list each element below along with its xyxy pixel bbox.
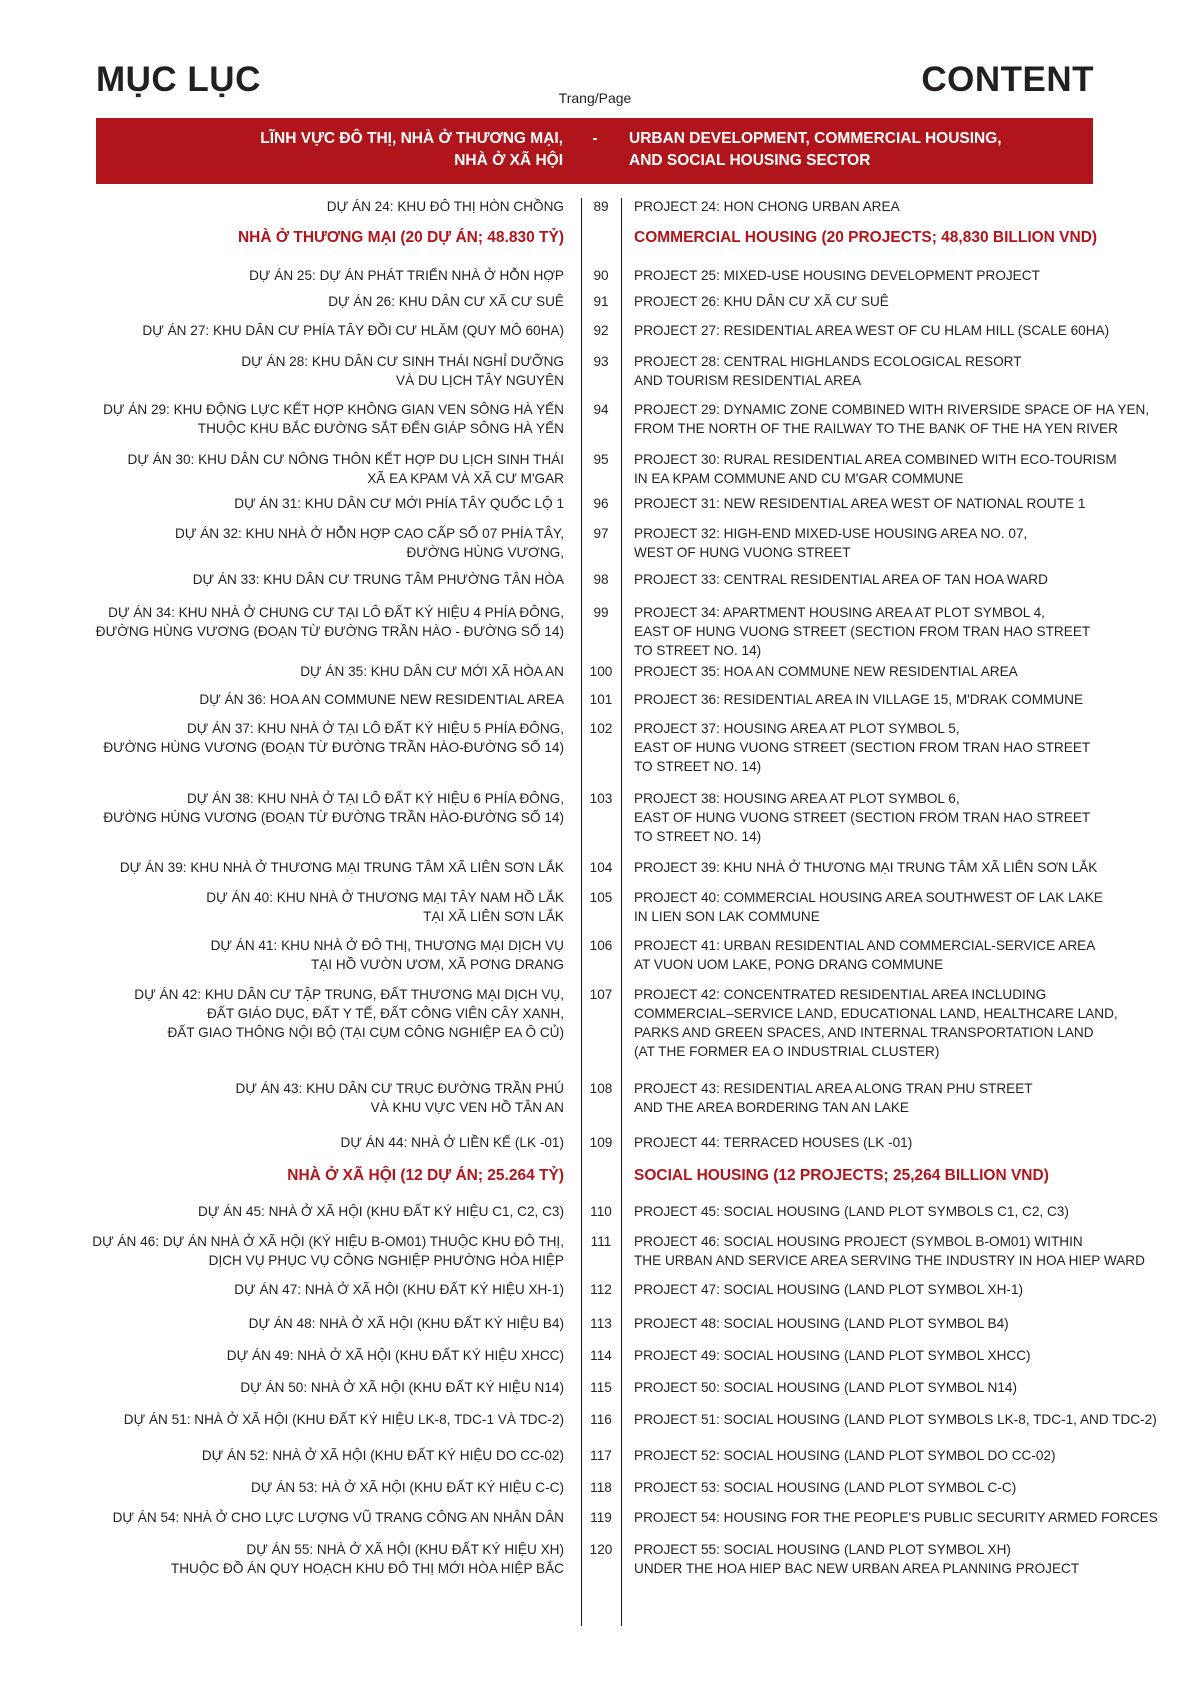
entry-page-number: 98 xyxy=(593,572,609,587)
entry-title-en xyxy=(634,1446,1174,1465)
entry-title-en-line: EAST OF HUNG VUONG STREET (SECTION FROM TRAN HAO STREET xyxy=(634,624,1091,639)
entry-title-en xyxy=(634,1346,1174,1365)
entry-title-vi xyxy=(60,1346,564,1365)
title-en: CONTENT xyxy=(921,60,1094,99)
column-divider-right xyxy=(621,198,622,1626)
entry-page-number: 91 xyxy=(593,294,609,309)
entry-title-en xyxy=(634,321,1174,340)
entry-page-number: 89 xyxy=(593,199,609,214)
entry-title-vi-line: DỰ ÁN 41: KHU NHÀ Ở ĐÔ THỊ, THƯƠNG MẠI DỊCH VỤ xyxy=(210,938,564,953)
entry-page-number: 110 xyxy=(590,1204,612,1219)
entry-title-vi-line: ĐƯỜNG HÙNG VƯƠNG (ĐOẠN TỪ ĐƯỜNG TRẦN HÀO-ĐƯỜNG SỐ 14) xyxy=(103,740,564,755)
entry-title-en-line: PROJECT 27: RESIDENTIAL AREA WEST OF CU HLAM HILL (SCALE 60HA) xyxy=(634,323,1110,338)
entry-title-vi-line: DỰ ÁN 33: KHU DÂN CƯ TRUNG TÂM PHƯỜNG TÂN HÒA xyxy=(192,572,564,587)
entry-title-en xyxy=(634,1202,1174,1221)
entry-title-en-line: PROJECT 35: HOA AN COMMUNE NEW RESIDENTIAL AREA xyxy=(634,664,1018,679)
entry-title-en xyxy=(634,662,1174,681)
entry-title-vi-line: DỰ ÁN 48: NHÀ Ở XÃ HỘI (KHU ĐẤT KÝ HIỆU B4) xyxy=(248,1316,564,1331)
entry-title-vi-line: DỰ ÁN 39: KHU NHÀ Ở THƯƠNG MẠI TRUNG TÂM XÃ LIÊN SƠN LẮK xyxy=(119,860,564,875)
entry-title-en-line: EAST OF HUNG VUONG STREET (SECTION FROM TRAN HAO STREET xyxy=(634,810,1091,825)
entry-title-en-line: TO STREET NO. 14) xyxy=(634,829,762,844)
entry-title-vi-line: DỰ ÁN 52: NHÀ Ở XÃ HỘI (KHU ĐẤT KÝ HIỆU DO CC-02) xyxy=(201,1448,564,1463)
entry-title-vi-line: DỰ ÁN 47: NHÀ Ở XÃ HỘI (KHU ĐẤT KÝ HIỆU XH-1) xyxy=(234,1282,564,1297)
entry-title-en xyxy=(634,1508,1174,1527)
entry-title-vi xyxy=(60,789,564,827)
entry-title-vi-line: DỰ ÁN 50: NHÀ Ở XÃ HỘI (KHU ĐẤT KÝ HIỆU N14) xyxy=(240,1380,564,1395)
entry-title-vi xyxy=(60,1166,564,1185)
entry-title-en-line: PROJECT 47: SOCIAL HOUSING (LAND PLOT SYMBOL XH-1) xyxy=(634,1282,1024,1297)
entry-title-vi xyxy=(60,858,564,877)
entry-title-vi xyxy=(60,1446,564,1465)
entry-title-vi xyxy=(60,197,564,216)
title-vi: MỤC LỤC xyxy=(96,60,261,99)
entry-page-number: 104 xyxy=(589,860,613,875)
banner-en xyxy=(629,128,1002,172)
entry-title-vi-line: ĐẤT GIAO THÔNG NỘI BỘ (TẠI CỤM CÔNG NGHIỆP EA Ô CỦ) xyxy=(167,1025,564,1040)
entry-title-en-line: UNDER THE HOA HIEP BAC NEW URBAN AREA PLANNING PROJECT xyxy=(634,1561,1080,1576)
entry-page-number: 119 xyxy=(590,1510,612,1525)
entry-title-en xyxy=(634,858,1174,877)
entry-page-number: 118 xyxy=(590,1480,612,1495)
entry-page-number: 93 xyxy=(593,354,609,369)
entry-title-en-line: PROJECT 30: RURAL RESIDENTIAL AREA COMBINED WITH ECO-TOURISM xyxy=(634,452,1117,467)
entry-title-vi xyxy=(60,1314,564,1333)
banner-en-line2: AND SOCIAL HOUSING SECTOR xyxy=(629,152,871,169)
entry-title-en-line: EAST OF HUNG VUONG STREET (SECTION FROM TRAN HAO STREET xyxy=(634,740,1091,755)
entry-title-vi-line: XÃ EA KPAM VÀ XÃ CƯ M'GAR xyxy=(367,471,564,486)
entry-title-vi-line: VÀ KHU VỰC VEN HỒ TÂN AN xyxy=(370,1100,564,1115)
entry-title-en-line: PROJECT 55: SOCIAL HOUSING (LAND PLOT SYMBOL XH) xyxy=(634,1542,1011,1557)
entry-title-vi xyxy=(60,690,564,709)
entry-page-number: 106 xyxy=(589,938,613,953)
entry-title-vi-line: ĐƯỜNG HÙNG VƯƠNG, xyxy=(406,545,564,560)
entry-title-en xyxy=(634,292,1174,311)
entry-page-number: 109 xyxy=(589,1135,613,1150)
entry-title-en-line: (AT THE FORMER EA O INDUSTRIAL CLUSTER) xyxy=(634,1044,940,1059)
entry-title-vi-line: VÀ DU LỊCH TÂY NGUYÊN xyxy=(396,373,564,388)
entry-title-vi xyxy=(60,524,564,562)
entry-title-vi-line: DỰ ÁN 31: KHU DÂN CƯ MỚI PHÍA TÂY QUỐC LỘ 1 xyxy=(234,496,564,511)
entry-title-vi xyxy=(60,1280,564,1299)
banner-dash: - xyxy=(592,130,598,147)
entry-title-en-line: SOCIAL HOUSING (12 PROJECTS; 25,264 BILLION VND) xyxy=(634,1167,1049,1184)
entry-title-en xyxy=(634,450,1174,488)
entry-page-number: 114 xyxy=(590,1348,612,1363)
banner-vi xyxy=(96,128,563,172)
entry-page-number: 95 xyxy=(593,452,609,467)
entry-title-en xyxy=(634,1410,1174,1429)
entry-title-vi-line: DỰ ÁN 24: KHU ĐÔ THỊ HÒN CHỒNG xyxy=(326,199,564,214)
entry-title-en-line: TO STREET NO. 14) xyxy=(634,759,762,774)
entry-title-vi-line: DỰ ÁN 38: KHU NHÀ Ở TẠI LÔ ĐẤT KÝ HIỆU 6 PHÍA ĐÔNG, xyxy=(186,791,564,806)
entry-page-number: 113 xyxy=(590,1316,612,1331)
entry-title-vi-line: DỰ ÁN 43: KHU DÂN CƯ TRỤC ĐƯỜNG TRẦN PHÚ xyxy=(235,1081,564,1096)
entry-title-en xyxy=(634,1280,1174,1299)
entry-title-vi-line: DỰ ÁN 30: KHU DÂN CƯ NÔNG THÔN KẾT HỢP DU LỊCH SINH THÁI xyxy=(127,452,564,467)
entry-title-vi xyxy=(60,1540,564,1578)
entry-title-vi xyxy=(60,662,564,681)
entry-title-en xyxy=(634,936,1174,974)
entry-title-en xyxy=(634,1540,1174,1578)
entry-title-vi xyxy=(60,400,564,438)
entry-title-vi-line: ĐƯỜNG HÙNG VƯƠNG (ĐOẠN TỪ ĐƯỜNG TRẦN HÀO - ĐƯỜNG SỐ 14) xyxy=(95,624,564,639)
entry-title-en-line: IN LIEN SON LAK COMMUNE xyxy=(634,909,820,924)
entry-title-vi-line: ĐƯỜNG HÙNG VƯƠNG (ĐOẠN TỪ ĐƯỜNG TRẦN HÀO-ĐƯỜNG SỐ 14) xyxy=(103,810,564,825)
entry-title-vi-line: DỰ ÁN 37: KHU NHÀ Ở TẠI LÔ ĐẤT KÝ HIỆU 5 PHÍA ĐÔNG, xyxy=(186,721,564,736)
entry-title-vi-line: THUỘC KHU BẮC ĐƯỜNG SẮT ĐẾN GIÁP SÔNG HÀ YẾN xyxy=(197,421,564,436)
entry-title-vi-line: DỰ ÁN 42: KHU DÂN CƯ TẬP TRUNG, ĐẤT THƯƠNG MẠI DỊCH VỤ, xyxy=(134,987,564,1002)
entry-title-en xyxy=(634,570,1174,589)
sector-banner xyxy=(96,118,1093,184)
entry-title-vi xyxy=(60,494,564,513)
entry-title-vi xyxy=(60,1133,564,1152)
entry-title-vi-line: DỰ ÁN 29: KHU ĐỘNG LỰC KẾT HỢP KHÔNG GIAN VEN SÔNG HÀ YẾN xyxy=(103,402,564,417)
entry-page-number: 105 xyxy=(589,890,613,905)
entry-title-en xyxy=(634,1478,1174,1497)
entry-title-en xyxy=(634,400,1174,438)
entry-title-vi xyxy=(60,888,564,926)
entry-title-vi-line: DỰ ÁN 44: NHÀ Ở LIỀN KẾ (LK -01) xyxy=(340,1135,564,1150)
entry-title-vi-line: DỰ ÁN 28: KHU DÂN CƯ SINH THÁI NGHỈ DƯỠNG xyxy=(241,354,564,369)
entry-title-vi xyxy=(60,1508,564,1527)
entry-page-number: 97 xyxy=(593,526,609,541)
entry-title-en xyxy=(634,1133,1174,1152)
entry-title-en-line: PROJECT 43: RESIDENTIAL AREA ALONG TRAN PHU STREET xyxy=(634,1081,1033,1096)
entry-title-vi-line: ĐẤT GIÁO DỤC, ĐẤT Y TẾ, ĐẤT CÔNG VIÊN CÂY XANH, xyxy=(206,1006,564,1021)
entry-title-vi xyxy=(60,1079,564,1117)
entry-title-en-line: PROJECT 34: APARTMENT HOUSING AREA AT PLOT SYMBOL 4, xyxy=(634,605,1045,620)
entry-title-en-line: PROJECT 40: COMMERCIAL HOUSING AREA SOUTHWEST OF LAK LAKE xyxy=(634,890,1103,905)
entry-title-en xyxy=(634,228,1174,247)
entry-title-vi xyxy=(60,719,564,757)
entry-title-vi-line: DỰ ÁN 35: KHU DÂN CƯ MỚI XÃ HÒA AN xyxy=(300,664,564,679)
entry-title-en xyxy=(634,352,1174,390)
entry-title-vi xyxy=(60,1202,564,1221)
entry-title-en-line: PROJECT 37: HOUSING AREA AT PLOT SYMBOL 5, xyxy=(634,721,960,736)
entry-title-en-line: PROJECT 48: SOCIAL HOUSING (LAND PLOT SYMBOL B4) xyxy=(634,1316,1009,1331)
entry-title-vi xyxy=(60,570,564,589)
entry-title-vi xyxy=(60,1378,564,1397)
entry-title-en-line: THE URBAN AND SERVICE AREA SERVING THE INDUSTRY IN HOA HIEP WARD xyxy=(634,1253,1145,1268)
entry-page-number: 108 xyxy=(589,1081,613,1096)
entry-title-en-line: PROJECT 36: RESIDENTIAL AREA IN VILLAGE 15, M'DRAK COMMUNE xyxy=(634,692,1084,707)
entry-page-number: 94 xyxy=(593,402,609,417)
entry-title-vi-line: DỰ ÁN 51: NHÀ Ở XÃ HỘI (KHU ĐẤT KÝ HIỆU LK-8, TDC-1 VÀ TDC-2) xyxy=(123,1412,564,1427)
entry-title-en xyxy=(634,603,1174,660)
page-column-label: Trang/Page xyxy=(558,90,632,106)
entry-title-en-line: TO STREET NO. 14) xyxy=(634,643,762,658)
entry-title-vi-line: DỰ ÁN 46: DỰ ÁN NHÀ Ở XÃ HỘI (KÝ HIỆU B-OM01) THUỘC KHU ĐÔ THỊ, xyxy=(92,1234,564,1249)
entry-page-number: 103 xyxy=(589,791,613,806)
entry-title-vi xyxy=(60,1410,564,1429)
entry-page-number: 90 xyxy=(593,268,609,283)
entry-title-vi-line: DỰ ÁN 55: NHÀ Ở XÃ HỘI (KHU ĐẤT KÝ HIỆU XH) xyxy=(246,1542,564,1557)
entry-title-vi-line: DỰ ÁN 32: KHU NHÀ Ở HỖN HỢP CAO CẤP SỐ 07 PHÍA TÂY, xyxy=(175,526,564,541)
entry-title-en-line: WEST OF HUNG VUONG STREET xyxy=(634,545,851,560)
entry-title-vi xyxy=(60,352,564,390)
entry-page-number: 111 xyxy=(590,1234,612,1249)
entry-title-en-line: COMMERCIAL–SERVICE LAND, EDUCATIONAL LAND, HEALTHCARE LAND, xyxy=(634,1006,1118,1021)
entry-title-en-line: PROJECT 45: SOCIAL HOUSING (LAND PLOT SYMBOLS C1, C2, C3) xyxy=(634,1204,1069,1219)
entry-title-vi-line: DỰ ÁN 27: KHU DÂN CƯ PHÍA TÂY ĐỒI CƯ HLĂM (QUY MÔ 60HA) xyxy=(142,323,564,338)
banner-vi-line1: LĨNH VỰC ĐÔ THỊ, NHÀ Ở THƯƠNG MẠI, xyxy=(260,130,563,147)
entry-title-en-line: PROJECT 52: SOCIAL HOUSING (LAND PLOT SYMBOL DO CC-02) xyxy=(634,1448,1056,1463)
entry-page-number: 100 xyxy=(589,664,613,679)
entry-page-number: 101 xyxy=(589,692,613,707)
entry-title-en-line: PROJECT 38: HOUSING AREA AT PLOT SYMBOL 6, xyxy=(634,791,960,806)
entry-title-en xyxy=(634,1378,1174,1397)
entry-title-vi-line: DỰ ÁN 36: HOA AN COMMUNE NEW RESIDENTIAL AREA xyxy=(199,692,564,707)
entry-title-en xyxy=(634,1079,1174,1117)
banner-en-line1: URBAN DEVELOPMENT, COMMERCIAL HOUSING, xyxy=(629,130,1002,147)
entry-title-en-line: PROJECT 26: KHU DÂN CƯ XÃ CƯ SUÊ xyxy=(634,294,889,309)
entry-title-en xyxy=(634,789,1174,846)
entry-title-vi xyxy=(60,985,564,1042)
entry-title-en xyxy=(634,1232,1174,1270)
entry-title-vi xyxy=(60,936,564,974)
entry-title-vi-line: DỰ ÁN 34: KHU NHÀ Ở CHUNG CƯ TẠI LÔ ĐẤT KÝ HIỆU 4 PHÍA ĐÔNG, xyxy=(108,605,564,620)
entry-title-vi-line: DỊCH VỤ PHỤC VỤ CÔNG NGHIỆP PHƯỜNG HÒA HIỆP xyxy=(208,1253,564,1268)
entry-title-en-line: FROM THE NORTH OF THE RAILWAY TO THE BANK OF THE HA YEN RIVER xyxy=(634,421,1118,436)
entry-page-number: 92 xyxy=(593,323,609,338)
entry-title-vi-line: DỰ ÁN 45: NHÀ Ở XÃ HỘI (KHU ĐẤT KÝ HIỆU C1, C2, C3) xyxy=(198,1204,564,1219)
entry-title-en-line: PROJECT 51: SOCIAL HOUSING (LAND PLOT SYMBOLS LK-8, TDC-1, AND TDC-2) xyxy=(634,1412,1157,1427)
entry-title-en-line: PROJECT 54: HOUSING FOR THE PEOPLE'S PUBLIC SECURITY ARMED FORCES xyxy=(634,1510,1158,1525)
entry-title-vi-line: DỰ ÁN 54: NHÀ Ở CHO LỰC LƯỢNG VŨ TRANG CÔNG AN NHÂN DÂN xyxy=(112,1510,564,1525)
entry-page-number: 116 xyxy=(590,1412,612,1427)
entry-title-vi-line: DỰ ÁN 53: HÀ Ở XÃ HỘI (KHU ĐẤT KÝ HIỆU C-C) xyxy=(250,1480,564,1495)
entry-title-en-line: PROJECT 31: NEW RESIDENTIAL AREA WEST OF NATIONAL ROUTE 1 xyxy=(634,496,1086,511)
entry-title-en-line: PROJECT 28: CENTRAL HIGHLANDS ECOLOGICAL RESORT xyxy=(634,354,1022,369)
entry-title-vi xyxy=(60,228,564,247)
entry-title-en-line: PROJECT 46: SOCIAL HOUSING PROJECT (SYMBOL B-OM01) WITHIN xyxy=(634,1234,1083,1249)
entry-title-en-line: AND THE AREA BORDERING TAN AN LAKE xyxy=(634,1100,909,1115)
entry-title-vi xyxy=(60,292,564,311)
entry-title-vi-line: TẠI HỒ VƯỜN ƯƠM, XÃ PƠNG DRANG xyxy=(310,957,564,972)
entry-title-en-line: PROJECT 29: DYNAMIC ZONE COMBINED WITH RIVERSIDE SPACE OF HA YEN, xyxy=(634,402,1150,417)
entry-title-en-line: AT VUON UOM LAKE, PONG DRANG COMMUNE xyxy=(634,957,944,972)
entry-title-en xyxy=(634,266,1174,285)
entry-title-en-line: PROJECT 39: KHU NHÀ Ở THƯƠNG MẠI TRUNG TÂM XÃ LIÊN SƠN LẮK xyxy=(634,860,1098,875)
entry-page-number: 96 xyxy=(593,496,609,511)
entry-title-vi xyxy=(60,603,564,641)
entry-title-en xyxy=(634,1166,1174,1185)
entry-title-en-line: IN EA KPAM COMMUNE AND CU M'GAR COMMUNE xyxy=(634,471,964,486)
entry-title-vi-line: DỰ ÁN 49: NHÀ Ở XÃ HỘI (KHU ĐẤT KÝ HIỆU XHCC) xyxy=(226,1348,564,1363)
entry-title-vi-line: NHÀ Ở XÃ HỘI (12 DỰ ÁN; 25.264 TỶ) xyxy=(287,1167,564,1184)
entry-page-number: 102 xyxy=(589,721,613,736)
entry-title-en-line: PROJECT 49: SOCIAL HOUSING (LAND PLOT SYMBOL XHCC) xyxy=(634,1348,1031,1363)
entry-title-vi-line: THUỘC ĐỒ ÁN QUY HOẠCH KHU ĐÔ THỊ MỚI HÒA HIỆP BẮC xyxy=(170,1561,564,1576)
entry-page-number: 99 xyxy=(593,605,609,620)
entry-title-en-line: PROJECT 24: HON CHONG URBAN AREA xyxy=(634,199,900,214)
entry-page-number: 115 xyxy=(590,1380,612,1395)
entry-title-en-line: PROJECT 50: SOCIAL HOUSING (LAND PLOT SYMBOL N14) xyxy=(634,1380,1017,1395)
entry-page-number: 107 xyxy=(589,987,613,1002)
entry-title-en-line: COMMERCIAL HOUSING (20 PROJECTS; 48,830 BILLION VND) xyxy=(634,229,1098,246)
banner-vi-line2: NHÀ Ở XÃ HỘI xyxy=(454,152,563,169)
entry-title-en xyxy=(634,719,1174,776)
entry-title-en-line: PROJECT 42: CONCENTRATED RESIDENTIAL AREA INCLUDING xyxy=(634,987,1047,1002)
entry-title-en-line: PROJECT 44: TERRACED HOUSES (LK -01) xyxy=(634,1135,913,1150)
entry-title-vi-line: TẠI XÃ LIÊN SƠN LẮK xyxy=(423,909,564,924)
entry-title-vi-line: NHÀ Ở THƯƠNG MẠI (20 DỰ ÁN; 48.830 TỶ) xyxy=(237,229,564,246)
entry-title-vi-line: DỰ ÁN 26: KHU DÂN CƯ XÃ CƯ SUÊ xyxy=(328,294,564,309)
entry-title-en-line: PARKS AND GREEN SPACES, AND INTERNAL TRANSPORTATION LAND xyxy=(634,1025,1094,1040)
entry-page-number: 112 xyxy=(590,1282,612,1297)
entry-page-number: 120 xyxy=(589,1542,613,1557)
entry-title-vi xyxy=(60,450,564,488)
entry-title-vi xyxy=(60,1478,564,1497)
entry-title-en-line: PROJECT 25: MIXED-USE HOUSING DEVELOPMENT PROJECT xyxy=(634,268,1040,283)
entry-title-en xyxy=(634,524,1174,562)
entry-title-en xyxy=(634,494,1174,513)
entry-title-en-line: PROJECT 53: SOCIAL HOUSING (LAND PLOT SYMBOL C-C) xyxy=(634,1480,1017,1495)
entry-title-en-line: AND TOURISM RESIDENTIAL AREA xyxy=(634,373,862,388)
entry-title-en-line: PROJECT 33: CENTRAL RESIDENTIAL AREA OF TAN HOA WARD xyxy=(634,572,1048,587)
entry-title-en-line: PROJECT 32: HIGH-END MIXED-USE HOUSING AREA NO. 07, xyxy=(634,526,1028,541)
entry-title-en xyxy=(634,888,1174,926)
entry-title-vi-line: DỰ ÁN 40: KHU NHÀ Ở THƯƠNG MẠI TÂY NAM HỒ LẮK xyxy=(206,890,564,905)
entry-title-en xyxy=(634,985,1174,1061)
entry-title-en-line: PROJECT 41: URBAN RESIDENTIAL AND COMMERCIAL-SERVICE AREA xyxy=(634,938,1096,953)
entry-title-en xyxy=(634,690,1174,709)
entry-title-en xyxy=(634,197,1174,216)
entry-title-vi xyxy=(60,321,564,340)
entry-title-en xyxy=(634,1314,1174,1333)
entry-page-number: 117 xyxy=(590,1448,612,1463)
entry-title-vi xyxy=(60,266,564,285)
entry-title-vi xyxy=(60,1232,564,1270)
entry-title-vi-line: DỰ ÁN 25: DỰ ÁN PHÁT TRIỂN NHÀ Ở HỖN HỢP xyxy=(249,268,564,283)
